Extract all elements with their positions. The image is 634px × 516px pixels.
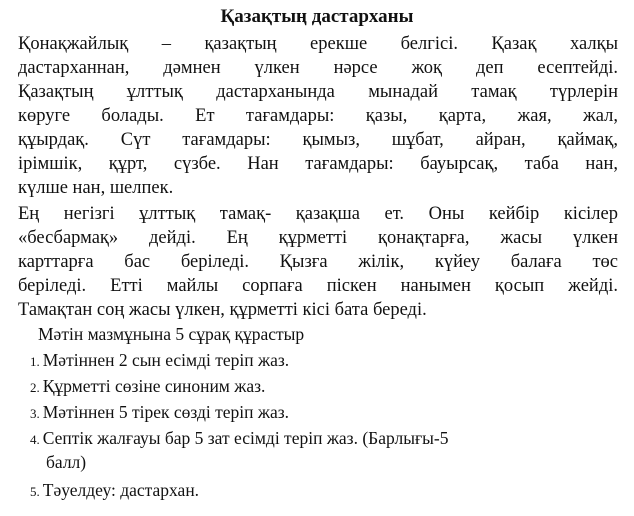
text-line: Қонақжайлық – қазақтың ерекше белгісі. Қазақ халқы <box>18 34 618 54</box>
text-line: Қазақтың ұлттық дастарханында мынадай тамақ түрлерін <box>18 82 618 102</box>
task-item <box>30 478 610 504</box>
task-heading: Мәтін мазмұнына 5 сұрақ құрастыр <box>38 324 305 344</box>
task-number: 4. <box>30 432 40 447</box>
task-item <box>30 374 610 400</box>
text-line: көруге болады. Ет тағамдары: қазы, қарта, жая, жал, <box>18 106 618 126</box>
text-line: «бесбармақ» дейді. Ең құрметті қонақтарға, жасы үлкен <box>18 228 618 248</box>
text-line: күлше нан, шелпек. <box>18 178 174 198</box>
task-number: 2. <box>30 380 40 395</box>
text-line: Ең негізгі ұлттық тамақ- қазақша ет. Оны кейбір кісілер <box>18 204 618 224</box>
task-text: Мәтіннен 2 сын есімді теріп жаз. <box>42 350 290 370</box>
text-line: беріледі. Етті майлы сорпаға піскен нанымен қосып жейді. <box>18 276 618 296</box>
text-line: ірімшік, құрт, сүзбе. Нан тағамдары: бауырсақ, таба нан, <box>18 154 618 174</box>
document-title: Қазақтың дастарханы <box>220 6 414 27</box>
task-item <box>30 348 610 374</box>
task-number: 5. <box>30 484 40 499</box>
task-item <box>30 426 610 452</box>
text-line: құырдақ. Сүт тағамдары: қымыз, шұбат, айран, қаймақ, <box>18 130 618 150</box>
task-text: Септік жалғауы бар 5 зат есімді теріп жаз. (Барлығы-5 <box>42 428 449 448</box>
task-item <box>30 400 610 426</box>
task-text: Тәуелдеу: дастархан. <box>42 480 200 500</box>
task-text: Құрметті сөзіне синоним жаз. <box>42 376 266 396</box>
text-line: дастарханнан, дәмнен үлкен нәрсе жоқ деп есептейді. <box>18 58 618 78</box>
text-line: карттарға бас беріледі. Қызға жілік, күйеу балаға төс <box>18 252 618 272</box>
task-number: 3. <box>30 406 40 421</box>
task-text: Мәтіннен 5 тірек сөзді теріп жаз. <box>42 402 290 422</box>
text-line: Тамақтан соң жасы үлкен, құрметті кісі бата береді. <box>18 300 427 320</box>
task-continuation: балл) <box>46 452 87 472</box>
task-number: 1. <box>30 354 40 369</box>
